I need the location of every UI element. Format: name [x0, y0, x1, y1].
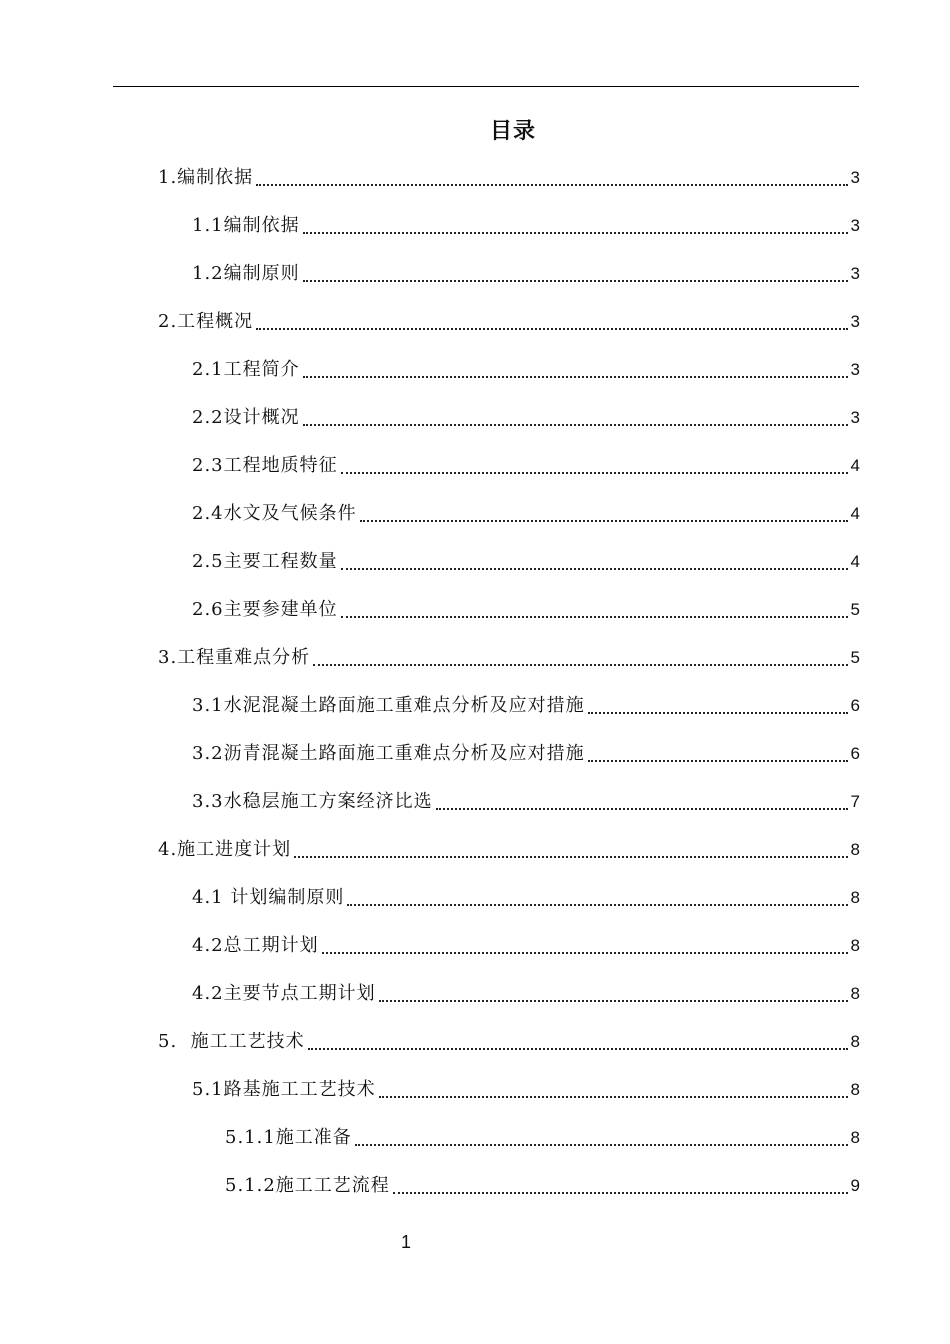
- dot-leader: [303, 424, 848, 426]
- toc-entry[interactable]: [192, 730, 860, 778]
- toc-entry[interactable]: [192, 874, 860, 922]
- toc-entry-page: 7: [850, 792, 860, 811]
- page-number: 1: [400, 1232, 411, 1252]
- toc-entry[interactable]: [192, 1066, 860, 1114]
- dot-leader: [294, 856, 847, 858]
- dot-leader: [313, 664, 847, 666]
- dot-leader: [303, 232, 848, 234]
- dot-leader: [322, 952, 848, 954]
- toc-entry-label: 2.工程概况: [158, 311, 254, 332]
- toc-entry[interactable]: [225, 1162, 860, 1210]
- dot-leader: [347, 904, 847, 906]
- toc-entry-page: 4: [850, 456, 860, 475]
- toc-entry-page: 8: [850, 1032, 860, 1051]
- toc-entry-label: 5.1路基施工工艺技术: [192, 1079, 376, 1100]
- toc-entry-page: 6: [850, 744, 860, 763]
- toc-entry[interactable]: [192, 586, 860, 634]
- toc-entry-page: 5: [850, 600, 860, 619]
- toc-entry-page: 3: [850, 264, 860, 283]
- dot-leader: [341, 472, 848, 474]
- toc-entry[interactable]: [192, 922, 860, 970]
- dot-leader: [256, 328, 847, 330]
- toc-entry-page: 8: [850, 936, 860, 955]
- dot-leader: [588, 760, 848, 762]
- toc-entry-page: 5: [850, 648, 860, 667]
- toc-entry-label: 2.3工程地质特征: [192, 455, 338, 476]
- toc-entry-label: 3.2沥青混凝土路面施工重难点分析及应对措施: [192, 743, 585, 764]
- toc-entry-label: 1.编制依据: [158, 167, 254, 188]
- toc-entry-page: 3: [850, 168, 860, 187]
- toc-entry-page: 3: [850, 360, 860, 379]
- toc-entry[interactable]: [192, 970, 860, 1018]
- toc-entry-page: 3: [850, 216, 860, 235]
- toc-entry-label: 4.2总工期计划: [192, 935, 319, 956]
- toc-entry-page: 3: [850, 312, 860, 331]
- toc-entry-page: 8: [850, 984, 860, 1003]
- toc-entry-label: 5. 施工工艺技术: [158, 1031, 305, 1052]
- dot-leader: [341, 616, 848, 618]
- toc-entry-label: 2.4水文及气候条件: [192, 503, 357, 524]
- toc-entry-label: 5.1.2施工工艺流程: [225, 1175, 390, 1196]
- toc-title: 目录: [489, 119, 536, 144]
- dot-leader: [308, 1048, 848, 1050]
- toc-entry-label: 1.2编制原则: [192, 263, 300, 284]
- toc-entry-label: 3.1水泥混凝土路面施工重难点分析及应对措施: [192, 695, 585, 716]
- dot-leader: [303, 280, 848, 282]
- toc-entry-page: 4: [850, 504, 860, 523]
- toc-entry-page: 8: [850, 1128, 860, 1147]
- toc-entry-page: 4: [850, 552, 860, 571]
- toc-entry-page: 8: [850, 840, 860, 859]
- toc-entry[interactable]: [192, 346, 860, 394]
- toc-entry-label: 2.2设计概况: [192, 407, 300, 428]
- toc-entry-page: 9: [850, 1176, 860, 1195]
- dot-leader: [436, 808, 848, 810]
- toc-entry-label: 2.6主要参建单位: [192, 599, 338, 620]
- toc-entry[interactable]: [192, 394, 860, 442]
- toc-entry[interactable]: [192, 778, 860, 826]
- toc-entry[interactable]: [192, 490, 860, 538]
- dot-leader: [355, 1144, 848, 1146]
- toc-entry-label: 2.1工程简介: [192, 359, 300, 380]
- toc-entry[interactable]: [192, 250, 860, 298]
- toc-entry-page: 3: [850, 408, 860, 427]
- toc-entry-label: 5.1.1施工准备: [225, 1127, 352, 1148]
- dot-leader: [588, 712, 848, 714]
- toc-entry[interactable]: [225, 1114, 860, 1162]
- toc-entry[interactable]: [192, 202, 860, 250]
- toc-entry-label: 3.3水稳层施工方案经济比选: [192, 791, 433, 812]
- dot-leader: [303, 376, 848, 378]
- dot-leader: [256, 184, 847, 186]
- dot-leader: [341, 568, 848, 570]
- dot-leader: [360, 520, 848, 522]
- toc-entry[interactable]: [158, 1018, 860, 1066]
- toc-entry[interactable]: [158, 826, 860, 874]
- toc-entry-label: 4.2主要节点工期计划: [192, 983, 376, 1004]
- toc-entry-label: 4.施工进度计划: [158, 839, 292, 860]
- dot-leader: [379, 1096, 848, 1098]
- toc-entry-page: 8: [850, 1080, 860, 1099]
- toc-entry-label: 3.工程重难点分析: [158, 647, 311, 668]
- toc-entry[interactable]: [192, 538, 860, 586]
- toc-entry[interactable]: [158, 298, 860, 346]
- dot-leader: [393, 1192, 848, 1194]
- header-rule: [113, 86, 859, 87]
- dot-leader: [379, 1000, 848, 1002]
- toc-entry[interactable]: [158, 634, 860, 682]
- toc-entry[interactable]: [158, 154, 860, 202]
- toc-entry-page: 6: [850, 696, 860, 715]
- toc-entry-label: 1.1编制依据: [192, 215, 300, 236]
- toc-entry-label: 2.5主要工程数量: [192, 551, 338, 572]
- toc-entry[interactable]: [192, 682, 860, 730]
- toc-entry-page: 8: [850, 888, 860, 907]
- toc-entry[interactable]: [192, 442, 860, 490]
- toc-entry-label: 4.1 计划编制原则: [192, 887, 345, 908]
